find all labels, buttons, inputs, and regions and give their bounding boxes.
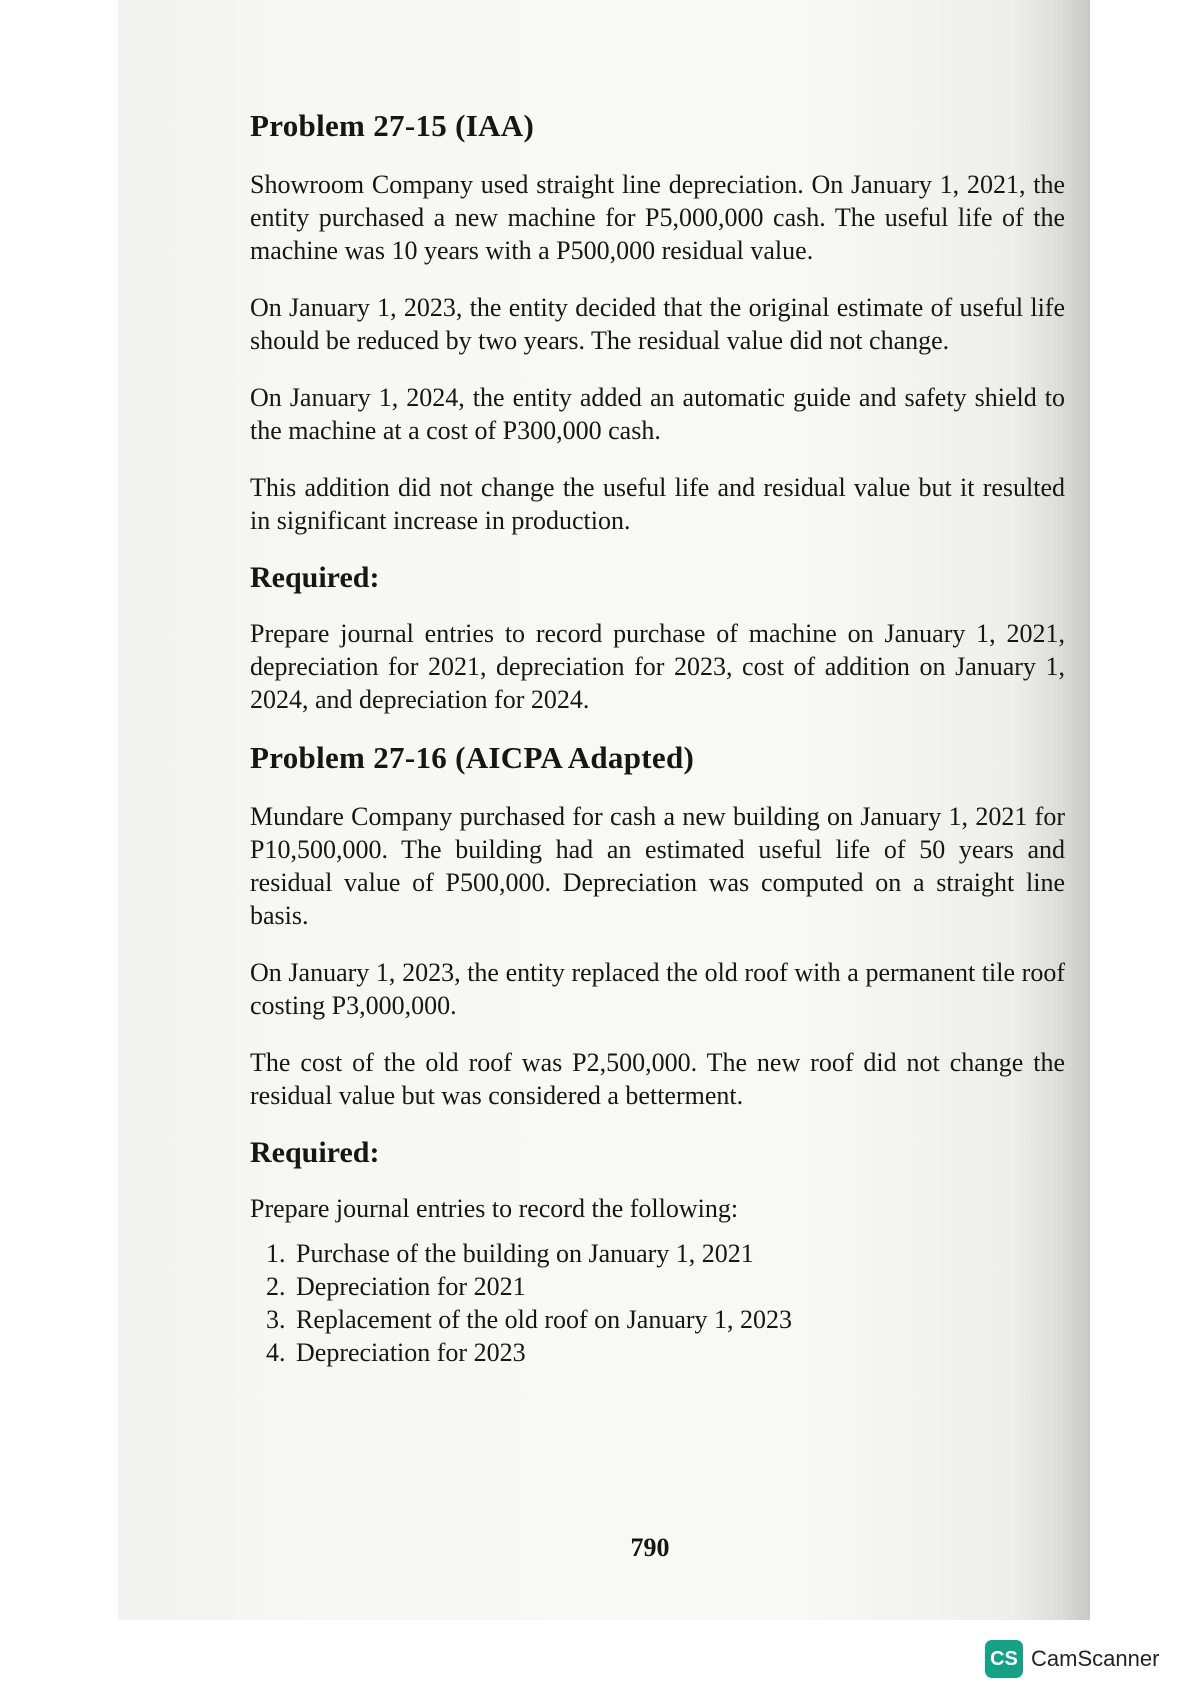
problem-27-15-paragraph: This addition did not change the useful life and residual value but it resulted in significant increase in production. <box>250 473 1065 535</box>
list-item: 3. Replacement of the old roof on January 1, 2023 <box>292 1303 1065 1336</box>
list-item: 4. Depreciation for 2023 <box>292 1336 1065 1369</box>
problem-27-15-paragraph: Showroom Company used straight line depreciation. On January 1, 2021, the entity purchased a new machine for P5,000,000 cash. The useful life of the machine was 10 years with a P500,000 residual value. <box>250 170 1065 265</box>
problem-27-15-required-text: Prepare journal entries to record purchase of machine on January 1, 2021, depreciation for 2021, depreciation for 2023, cost of addition on January 1, 2024, and depreciation for 2024. <box>250 619 1065 714</box>
problem-27-15-paragraph: On January 1, 2023, the entity decided that the original estimate of useful life should be reduced by two years. The residual value did not change. <box>250 293 1065 355</box>
required-list <box>250 1237 1065 1369</box>
required-heading: Required: <box>250 1136 380 1169</box>
list-item: 2. Depreciation for 2021 <box>292 1270 1065 1303</box>
camscanner-name: CamScanner <box>1031 1646 1160 1671</box>
page-number: 790 <box>630 1533 670 1562</box>
problem-27-16-paragraph: Mundare Company purchased for cash a new building on January 1, 2021 for P10,500,000. The building had an estimated useful life of 50 years and residual value of P500,000. Depreciation was computed on a straight line basis. <box>250 802 1065 930</box>
problem-27-15-paragraph: On January 1, 2024, the entity added an automatic guide and safety shield to the machine at a cost of P300,000 cash. <box>250 383 1065 445</box>
problem-27-16-title: Problem 27-16 (AICPA Adapted) <box>250 740 695 775</box>
page-content <box>250 108 1065 1369</box>
required-heading: Required: <box>250 561 380 594</box>
problem-27-16-paragraph: The cost of the old roof was P2,500,000. The new roof did not change the residual value but was considered a betterment. <box>250 1048 1065 1110</box>
problem-27-16-required-intro: Prepare journal entries to record the following: <box>250 1194 739 1223</box>
camscanner-logo-icon: CS <box>985 1640 1023 1678</box>
camscanner-watermark <box>985 1640 1159 1678</box>
problem-27-15-title: Problem 27-15 (IAA) <box>250 108 535 143</box>
list-item: 1. Purchase of the building on January 1, 2021 <box>292 1237 1065 1270</box>
problem-27-16-paragraph: On January 1, 2023, the entity replaced the old roof with a permanent tile roof costing P3,000,000. <box>250 958 1065 1020</box>
